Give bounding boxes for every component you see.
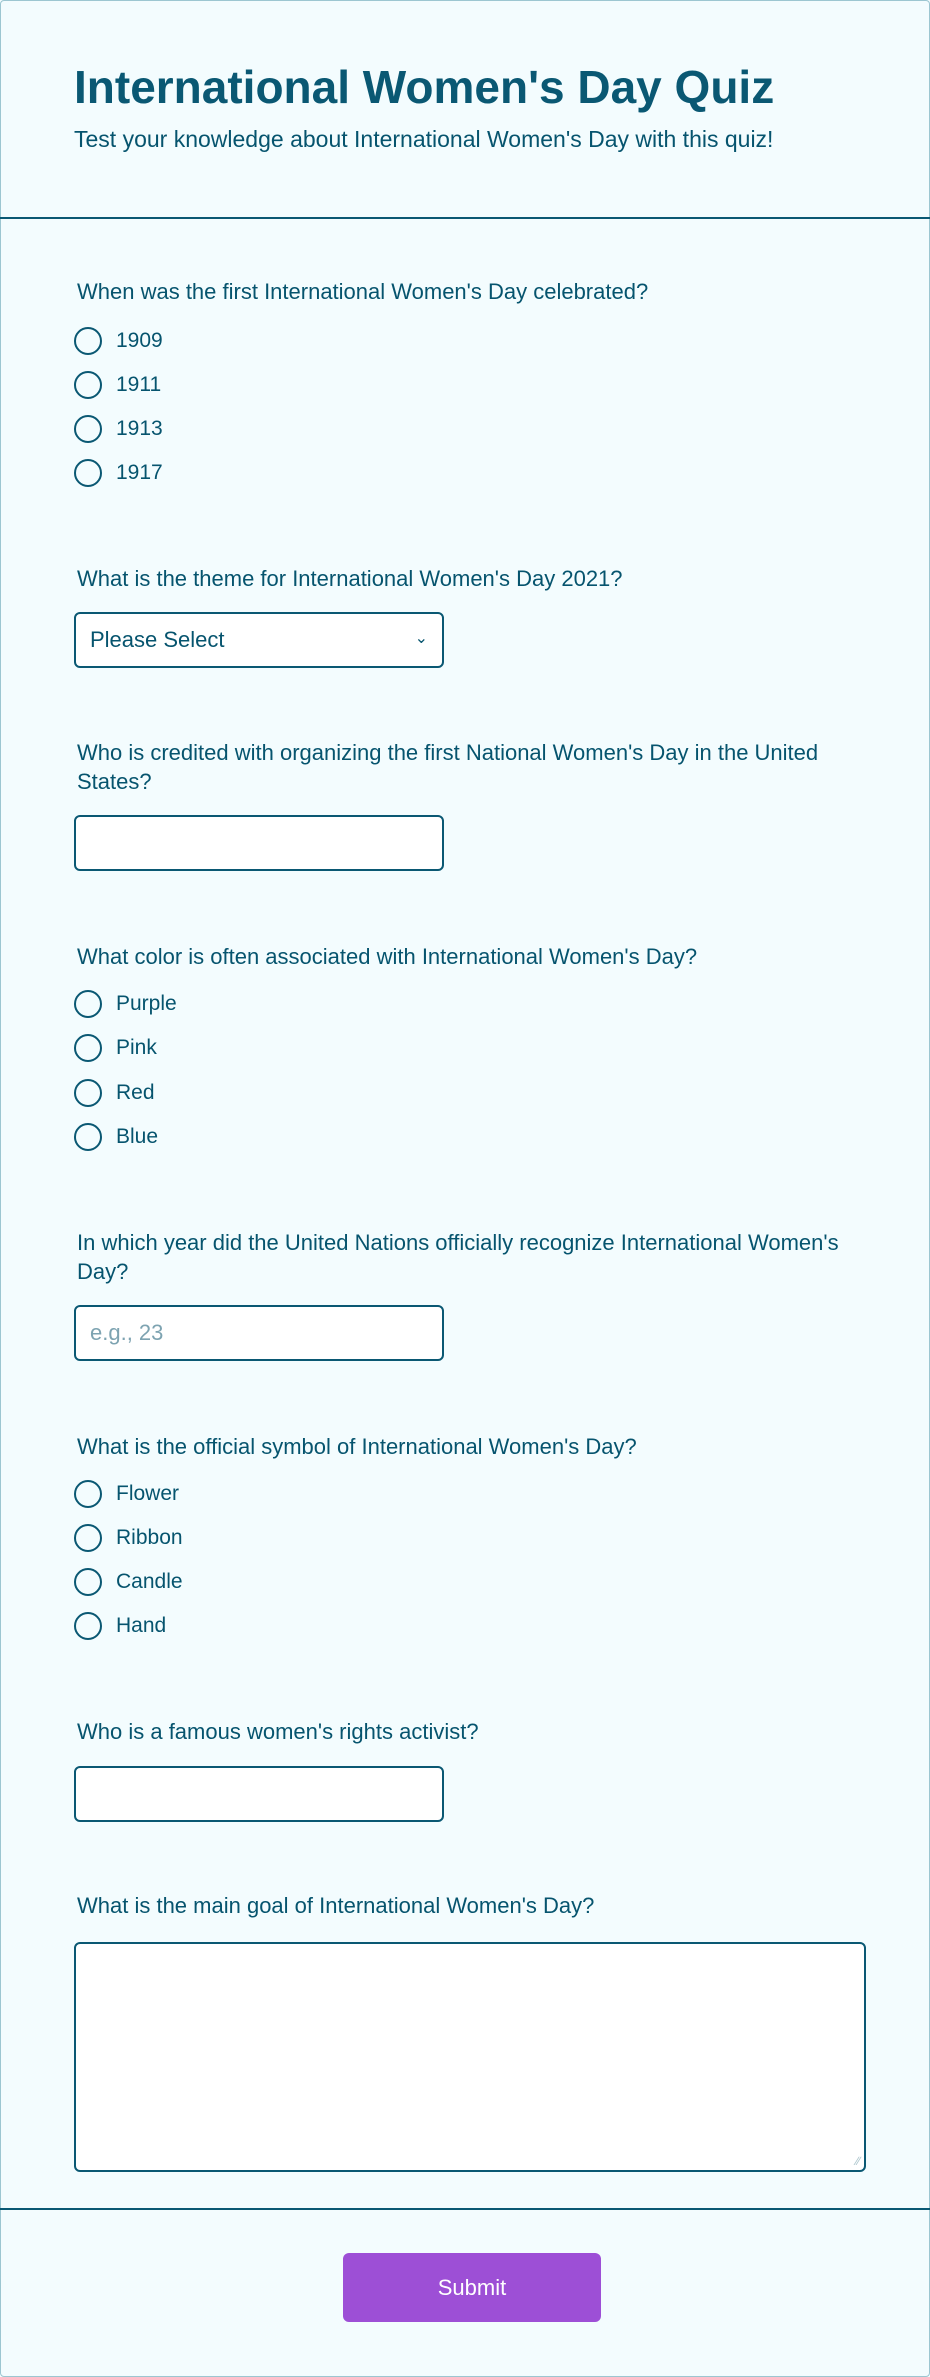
- radio-button[interactable]: [74, 327, 102, 355]
- radio-option[interactable]: [74, 990, 177, 1018]
- activist-input[interactable]: [74, 1766, 444, 1822]
- option-label: 1917: [116, 461, 163, 484]
- option-label: Ribbon: [116, 1526, 183, 1549]
- option-label: 1913: [116, 417, 163, 440]
- radio-button[interactable]: [74, 990, 102, 1018]
- radio-option[interactable]: [74, 371, 161, 399]
- question-label: What is the official symbol of International Women's Day?: [77, 1434, 637, 1459]
- radio-option[interactable]: [74, 1123, 158, 1151]
- question-label: What is the main goal of International Women's Day?: [77, 1893, 595, 1918]
- question-label: When was the first International Women's Day celebrated?: [77, 279, 649, 304]
- resize-handle-icon[interactable]: ∕∕: [855, 2154, 860, 2168]
- select-value: Please Select: [90, 627, 225, 652]
- radio-option[interactable]: [74, 327, 163, 355]
- page-title: International Women's Day Quiz: [74, 61, 775, 113]
- page-subtitle: Test your knowledge about International Women's Day with this quiz!: [74, 126, 774, 152]
- main-goal-textarea[interactable]: [74, 1942, 866, 2172]
- input-placeholder: e.g., 23: [90, 1320, 164, 1345]
- option-label: Flower: [116, 1482, 180, 1505]
- question-label: Who is credited with organizing the first National Women's Day in the United States?: [77, 740, 819, 794]
- radio-option[interactable]: [74, 1568, 183, 1596]
- chevron-down-icon: ⌄: [414, 630, 428, 647]
- question-label: In which year did the United Nations officially recognize International Women's Day?: [77, 1230, 839, 1284]
- radio-option[interactable]: [74, 415, 163, 443]
- radio-option[interactable]: [74, 1524, 183, 1552]
- radio-button[interactable]: [74, 1524, 102, 1552]
- question-label: What color is often associated with International Women's Day?: [77, 944, 698, 969]
- radio-button[interactable]: [74, 371, 102, 399]
- radio-button[interactable]: [74, 1123, 102, 1151]
- radio-button[interactable]: [74, 1079, 102, 1107]
- theme-select[interactable]: [74, 612, 444, 668]
- option-label: Blue: [116, 1125, 159, 1148]
- radio-button[interactable]: [74, 415, 102, 443]
- radio-button[interactable]: [74, 459, 102, 487]
- option-label: Purple: [116, 992, 177, 1015]
- radio-option[interactable]: [74, 1079, 155, 1107]
- option-label: 1909: [116, 329, 163, 352]
- radio-button[interactable]: [74, 1612, 102, 1640]
- radio-option[interactable]: [74, 1612, 166, 1640]
- radio-button[interactable]: [74, 1480, 102, 1508]
- option-label: 1911: [116, 373, 162, 396]
- question-label: What is the theme for International Women's Day 2021?: [77, 566, 623, 591]
- option-label: Candle: [116, 1570, 183, 1593]
- radio-option[interactable]: [74, 1034, 157, 1062]
- option-label: Hand: [116, 1614, 167, 1637]
- year-input[interactable]: [74, 1305, 444, 1361]
- radio-button[interactable]: [74, 1034, 102, 1062]
- question-label: Who is a famous women's rights activist?: [77, 1719, 479, 1744]
- footer-divider: [0, 2208, 930, 2210]
- option-label: Red: [116, 1081, 155, 1104]
- radio-option[interactable]: [74, 459, 163, 487]
- submit-button[interactable]: Submit: [343, 2253, 601, 2322]
- radio-option[interactable]: [74, 1480, 179, 1508]
- organizer-input[interactable]: [74, 815, 444, 871]
- option-label: Pink: [116, 1036, 157, 1059]
- header-divider: [0, 217, 930, 219]
- radio-button[interactable]: [74, 1568, 102, 1596]
